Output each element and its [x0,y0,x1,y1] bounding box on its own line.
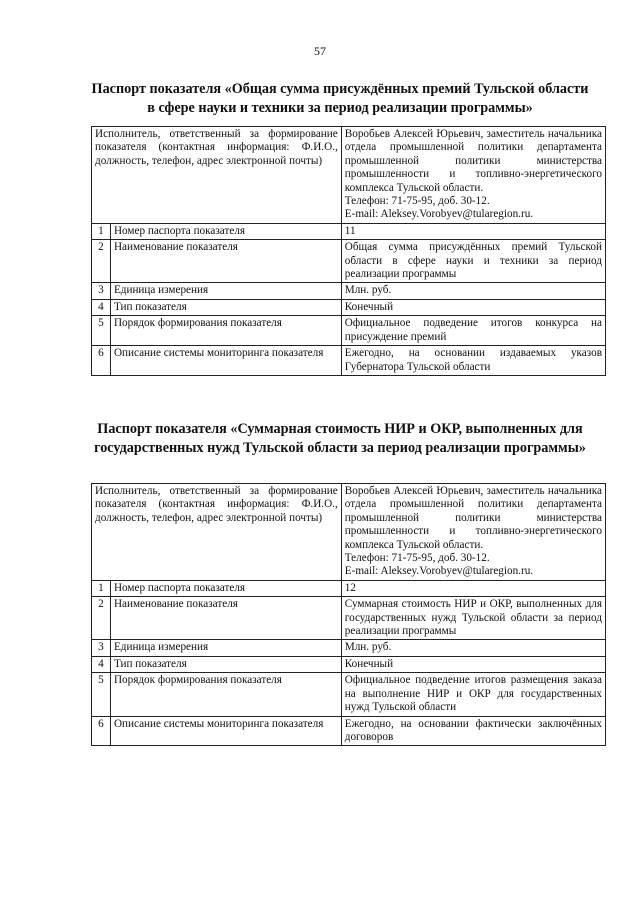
executor-row [92,484,606,581]
row-label: Наименование показателя [110,240,341,283]
row-value: 12 [341,580,605,596]
table-row [92,716,606,746]
row-value: Конечный [341,656,605,672]
row-value: Млн. руб. [341,640,605,656]
row-number: 1 [92,223,111,239]
row-number: 3 [92,640,111,656]
row-label: Описание системы мониторинга показателя [110,716,341,746]
row-number: 4 [92,656,111,672]
row-value: Ежегодно, на основании фактически заключённых договоров [341,716,605,746]
passport-table [91,483,606,746]
row-value: 11 [341,223,605,239]
table-row [92,640,606,656]
executor-text: Воробьев Алексей Юрьевич, заместитель начальника отдела промышленной политики департамента промышленной политики министерства промышленности и топливно-энергетического комплекса Тульской области. [344,485,602,551]
row-number: 4 [92,299,111,315]
row-value: Ежегодно, на основании издаваемых указов Губернатора Тульской области [341,346,605,376]
table-row [92,223,606,239]
row-value: Официальное подведение итогов конкурса на присуждение премий [341,316,605,346]
passport-table [91,126,606,376]
row-number: 1 [92,580,111,596]
table-row [92,580,606,596]
row-number: 2 [92,240,111,283]
executor-phone: Телефон: 71-75-95, доб. 30-12. [344,195,490,208]
row-number: 3 [92,283,111,299]
table-row [92,240,606,283]
executor-label: Исполнитель, ответственный за формирование показателя (контактная информация: Ф.И.О., должность, телефон, адрес электронной почты) [92,127,342,224]
row-label: Порядок формирования показателя [110,673,341,716]
executor-value [341,127,605,224]
row-value: Млн. руб. [341,283,605,299]
row-label: Тип показателя [110,299,341,315]
executor-label: Исполнитель, ответственный за формирование показателя (контактная информация: Ф.И.О., должность, телефон, адрес электронной почты) [92,484,342,581]
row-label: Наименование показателя [110,597,341,640]
row-number: 6 [92,346,111,376]
row-label: Номер паспорта показателя [110,223,341,239]
table-row [92,656,606,672]
row-number: 2 [92,597,111,640]
executor-row [92,127,606,224]
executor-value [341,484,605,581]
table-row [92,299,606,315]
row-number: 5 [92,316,111,346]
row-label: Единица измерения [110,283,341,299]
executor-email: E-mail: Aleksey.Vorobyev@tularegion.ru. [344,208,534,221]
table-row [92,597,606,640]
passport-title: Паспорт показателя «Общая сумма присуждённых премий Тульской области в сфере науки и техники за период реализации программы» [91,81,589,116]
row-label: Номер паспорта показателя [110,580,341,596]
row-label: Описание системы мониторинга показателя [110,346,341,376]
executor-text: Воробьев Алексей Юрьевич, заместитель начальника отдела промышленной политики департамента промышленной политики министерства промышленности и топливно-энергетического комплекса Тульской области. [344,128,602,194]
row-number: 5 [92,673,111,716]
row-number: 6 [92,716,111,746]
table-row [92,673,606,716]
table-row [92,346,606,376]
executor-email: E-mail: Aleksey.Vorobyev@tularegion.ru. [344,565,534,578]
table-row [92,283,606,299]
row-label: Тип показателя [110,656,341,672]
passport-title: Паспорт показателя «Суммарная стоимость НИР и ОКР, выполненных для государственных нужд Тульской области за период реализации программы» [94,421,586,456]
row-value: Конечный [341,299,605,315]
executor-phone: Телефон: 71-75-95, доб. 30-12. [344,552,490,565]
row-label: Порядок формирования показателя [110,316,341,346]
row-value: Официальное подведение итогов размещения заказа на выполнение НИР и ОКР для государственных нужд Тульской области [341,673,605,716]
row-value: Общая сумма присуждённых премий Тульской области в сфере науки и техники за период реализации программы [341,240,605,283]
page-number: 57 [314,44,326,58]
row-value: Суммарная стоимость НИР и ОКР, выполненных для государственных нужд Тульской области за период реализации программы [341,597,605,640]
table-row [92,316,606,346]
row-label: Единица измерения [110,640,341,656]
